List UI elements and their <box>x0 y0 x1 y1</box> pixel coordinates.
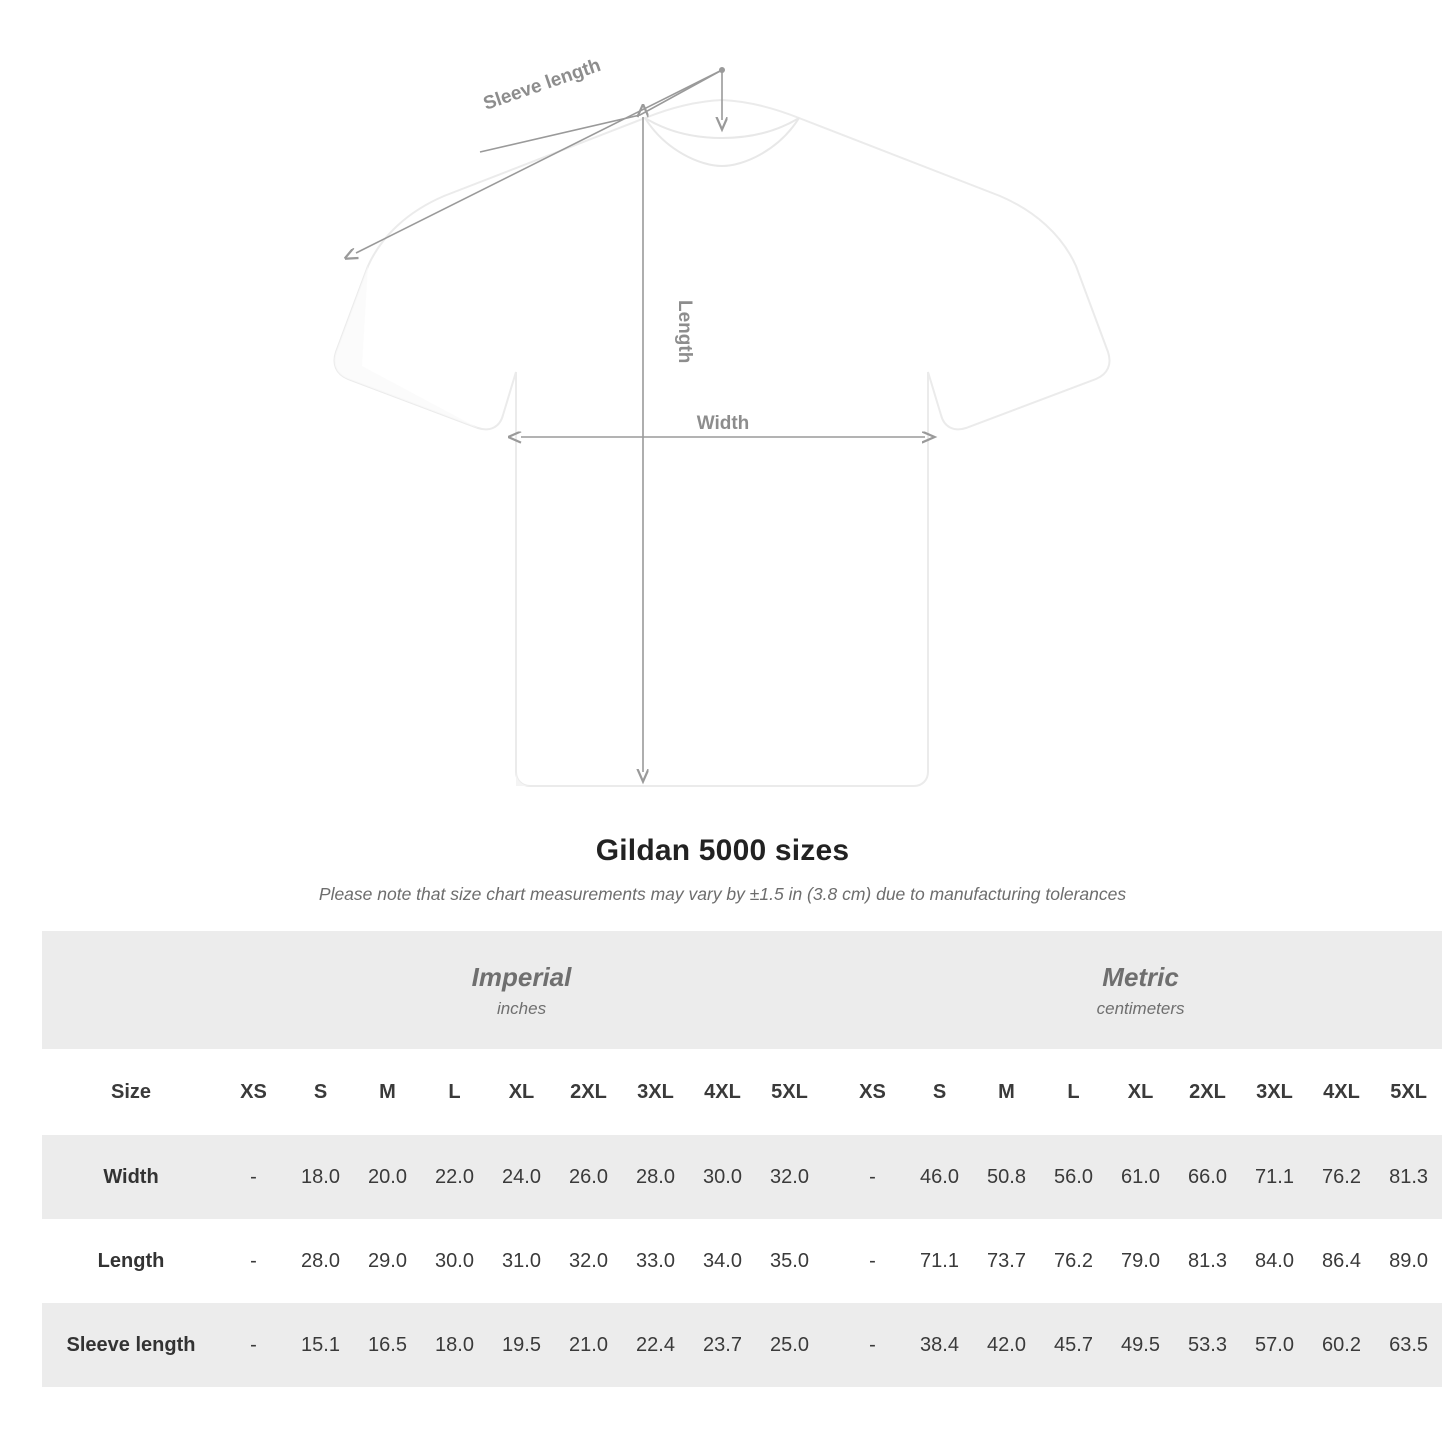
length-metric-xs: - <box>839 1219 906 1303</box>
length-imperial-xl: 31.0 <box>488 1219 555 1303</box>
header-imperial-xs: XS <box>220 1049 287 1135</box>
width-gap <box>823 1135 839 1219</box>
header-metric-s: S <box>906 1049 973 1135</box>
width-metric-4xl: 76.2 <box>1308 1135 1375 1219</box>
length-imperial-4xl: 34.0 <box>689 1219 756 1303</box>
header-metric-3xl: 3XL <box>1241 1049 1308 1135</box>
header-metric-xl: XL <box>1107 1049 1174 1135</box>
sleeve-metric-3xl: 57.0 <box>1241 1303 1308 1387</box>
header-metric-5xl: 5XL <box>1375 1049 1442 1135</box>
length-metric-5xl: 89.0 <box>1375 1219 1442 1303</box>
header-imperial-4xl: 4XL <box>689 1049 756 1135</box>
width-imperial-4xl: 30.0 <box>689 1135 756 1219</box>
sleeve-length-label: Sleeve length <box>480 54 604 115</box>
sleeve-imperial-l: 18.0 <box>421 1303 488 1387</box>
page-title: Gildan 5000 sizes <box>595 834 850 867</box>
header-imperial-l: L <box>421 1049 488 1135</box>
sleeve-metric-xl: 49.5 <box>1107 1303 1174 1387</box>
header-imperial-xl: XL <box>488 1049 555 1135</box>
width-imperial-2xl: 26.0 <box>555 1135 622 1219</box>
width-imperial-xs: - <box>220 1135 287 1219</box>
unit-group-metric <box>839 931 1442 1049</box>
unit-title-imperial: Imperial <box>471 961 572 992</box>
row-label-length: Length <box>42 1219 220 1303</box>
width-imperial-3xl: 28.0 <box>622 1135 689 1219</box>
sleeve-imperial-4xl: 23.7 <box>689 1303 756 1387</box>
width-label: Width <box>696 413 750 434</box>
length-imperial-5xl: 35.0 <box>756 1219 823 1303</box>
width-metric-m: 50.8 <box>973 1135 1040 1219</box>
width-imperial-5xl: 32.0 <box>756 1135 823 1219</box>
sleeve-imperial-m: 16.5 <box>354 1303 421 1387</box>
width-metric-xs: - <box>839 1135 906 1219</box>
sleeve-imperial-5xl: 25.0 <box>756 1303 823 1387</box>
header-imperial-m: M <box>354 1049 421 1135</box>
width-metric-2xl: 66.0 <box>1174 1135 1241 1219</box>
header-size-label: Size <box>42 1049 220 1135</box>
unit-subtitle-imperial: inches <box>496 999 547 1019</box>
table-row <box>42 1135 1442 1219</box>
sleeve-metric-5xl: 63.5 <box>1375 1303 1442 1387</box>
length-metric-l: 76.2 <box>1040 1219 1107 1303</box>
sleeve-metric-4xl: 60.2 <box>1308 1303 1375 1387</box>
measurement-note: Please note that size chart measurements may vary by ±1.5 in (3.8 cm) due to manufacturing tolerances <box>318 884 1127 904</box>
header-metric-xs: XS <box>839 1049 906 1135</box>
width-metric-3xl: 71.1 <box>1241 1135 1308 1219</box>
length-gap <box>823 1219 839 1303</box>
length-imperial-m: 29.0 <box>354 1219 421 1303</box>
length-metric-4xl: 86.4 <box>1308 1219 1375 1303</box>
row-label-width: Width <box>42 1135 220 1219</box>
table-header-row <box>42 1049 1442 1135</box>
width-imperial-m: 20.0 <box>354 1135 421 1219</box>
size-table <box>42 931 1442 1387</box>
sleeve-metric-xs: - <box>839 1303 906 1387</box>
header-imperial-2xl: 2XL <box>555 1049 622 1135</box>
sleeve-imperial-3xl: 22.4 <box>622 1303 689 1387</box>
length-imperial-l: 30.0 <box>421 1219 488 1303</box>
chart-title-block <box>0 834 1445 905</box>
table-row <box>42 1219 1442 1303</box>
sleeve-imperial-2xl: 21.0 <box>555 1303 622 1387</box>
row-label-sleeve-length: Sleeve length <box>42 1303 220 1387</box>
length-metric-2xl: 81.3 <box>1174 1219 1241 1303</box>
header-metric-l: L <box>1040 1049 1107 1135</box>
header-imperial-5xl: 5XL <box>756 1049 823 1135</box>
unit-subtitle-metric: centimeters <box>1096 999 1185 1019</box>
sleeve-metric-2xl: 53.3 <box>1174 1303 1241 1387</box>
table-row <box>42 1303 1442 1387</box>
width-imperial-l: 22.0 <box>421 1135 488 1219</box>
length-label: Length <box>674 300 695 364</box>
length-metric-xl: 79.0 <box>1107 1219 1174 1303</box>
sleeve-metric-m: 42.0 <box>973 1303 1040 1387</box>
length-imperial-s: 28.0 <box>287 1219 354 1303</box>
sleeve-imperial-xs: - <box>220 1303 287 1387</box>
size-table-wrapper <box>42 931 1429 1387</box>
width-imperial-xl: 24.0 <box>488 1135 555 1219</box>
header-gap <box>823 1049 839 1135</box>
length-imperial-xs: - <box>220 1219 287 1303</box>
sleeve-imperial-s: 15.1 <box>287 1303 354 1387</box>
width-imperial-s: 18.0 <box>287 1135 354 1219</box>
length-metric-3xl: 84.0 <box>1241 1219 1308 1303</box>
unit-group-imperial <box>220 931 823 1049</box>
header-metric-m: M <box>973 1049 1040 1135</box>
header-imperial-3xl: 3XL <box>622 1049 689 1135</box>
width-metric-s: 46.0 <box>906 1135 973 1219</box>
sleeve-imperial-xl: 19.5 <box>488 1303 555 1387</box>
tshirt-shape <box>335 100 1110 786</box>
sleeve-metric-l: 45.7 <box>1040 1303 1107 1387</box>
width-metric-l: 56.0 <box>1040 1135 1107 1219</box>
width-metric-xl: 61.0 <box>1107 1135 1174 1219</box>
length-metric-s: 71.1 <box>906 1219 973 1303</box>
sleeve-gap <box>823 1303 839 1387</box>
unit-band-gap <box>823 931 839 1049</box>
unit-band-row <box>42 931 1442 1049</box>
length-imperial-3xl: 33.0 <box>622 1219 689 1303</box>
length-metric-m: 73.7 <box>973 1219 1040 1303</box>
header-imperial-s: S <box>287 1049 354 1135</box>
unit-band-spacer <box>42 931 220 1049</box>
header-metric-4xl: 4XL <box>1308 1049 1375 1135</box>
header-metric-2xl: 2XL <box>1174 1049 1241 1135</box>
sleeve-metric-s: 38.4 <box>906 1303 973 1387</box>
length-imperial-2xl: 32.0 <box>555 1219 622 1303</box>
width-metric-5xl: 81.3 <box>1375 1135 1442 1219</box>
unit-title-metric: Metric <box>1102 961 1179 992</box>
